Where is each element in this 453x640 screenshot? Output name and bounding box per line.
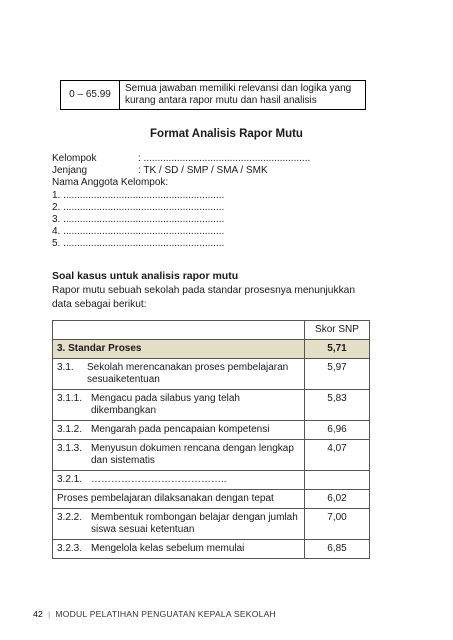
table-row [53,390,370,421]
table-row [53,421,370,440]
member-line: 1. .......................................................... [52,189,225,201]
score-range-table [60,80,366,110]
table-row [53,540,370,559]
row-text: Mengarah pada pencapaian kompetensi [91,424,270,435]
page-title: Format Analisis Rapor Mutu [150,128,303,140]
group-form [52,153,310,251]
table-row [53,490,370,509]
table-row [53,359,370,390]
row-score: 6,96 [305,421,370,440]
row-number: 3.2.3. [57,543,83,554]
kelompok-label: Kelompok [52,153,97,164]
table-row [53,471,370,490]
score-range: 0 – 65.99 [61,81,120,110]
row-text: Mengacu pada silabus yang telah dikembangkan [91,393,240,416]
section-label: 3. Standar Proses [53,340,305,359]
table-row [53,509,370,540]
row-number: 3.1.1. [57,393,83,404]
member-line: 3. .......................................................... [52,214,225,226]
score-description: Semua jawaban memiliki relevansi dan logika yang kurang antara rapor mutu dan hasil analisis [120,81,366,110]
page-footer [33,609,276,619]
member-line: 5. .......................................................... [52,238,225,250]
rapor-mutu-table [52,320,370,559]
row-text: Menyusun dokumen rencana dengan lengkap dan sistematis [91,443,294,466]
kelompok-row [52,153,310,165]
module-title: MODUL PELATIHAN PENGUATAN KEPALA SEKOLAH [55,609,276,619]
row-text: Sekolah merencanakan proses pembelajaran sesuaiketentuan [87,362,289,385]
row-score: 5,83 [305,390,370,421]
row-score: 7,00 [305,509,370,540]
row-number: 3.1. [57,362,74,373]
row-score: 6,85 [305,540,370,559]
row-text: Membentuk rombongan belajar dengan jumlah siswa sesuai ketentuan [91,512,298,535]
anggota-label: Nama Anggota Kelompok: [52,177,169,189]
row-text: ………………………………….. [91,474,227,485]
row-number: 3.2.1. [57,474,83,485]
row-score: 4,07 [305,440,370,471]
row-score: 5,97 [305,359,370,390]
row-score: 6,02 [305,490,370,509]
member-line: 2. .......................................................... [52,201,225,213]
row-text: Proses pembelajaran dilaksanakan dengan tepat [57,493,274,504]
score-header: Skor SNP [305,321,370,340]
table-row [53,440,370,471]
jenjang-label: Jenjang [52,165,88,177]
row-number: 3.1.3. [57,443,83,454]
case-heading: Soal kasus untuk analisis rapor mutu [52,270,239,282]
member-line: 4. .......................................................... [52,226,225,238]
jenjang-options: : TK / SD / SMP / SMA / SMK [138,165,268,177]
kelompok-field: : ............................................................ [138,153,311,164]
row-score [305,471,370,490]
section-score: 5,71 [305,340,370,359]
score-range-row [61,81,366,110]
row-number: 3.2.2. [57,512,83,523]
header-blank-cell [53,321,305,340]
footer-separator: | [47,609,51,619]
jenjang-row [52,165,310,177]
table-header-row [53,321,370,340]
page-number: 42 [33,609,43,619]
row-number: 3.1.2. [57,424,83,435]
section-row [53,340,370,359]
case-intro: Rapor mutu sebuah sekolah pada standar prosesnya menunjukkan data sebagai berikut: [52,285,355,310]
row-text: Mengelola kelas sebelum memulai [91,543,245,554]
